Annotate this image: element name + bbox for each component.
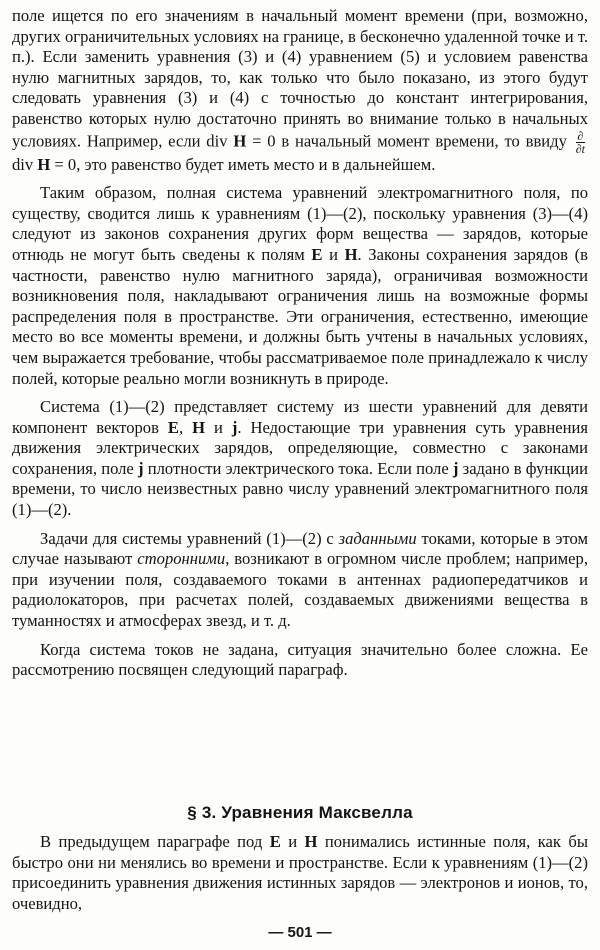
page-number: — 501 —	[268, 924, 332, 941]
vector-j: j	[138, 458, 144, 478]
vector-H: H	[344, 244, 358, 264]
paragraph-2: Таким образом, полная система уравнений электромагнитного поля, по существу, сводится лишь к уравнениям (1)—(2), поскольку уравнения (3)—(4) следуют из законов сохранения других форм вещества — зарядов, которые отнюдь не могут быть сведены к полям E и H. Законы сохранения зарядов (в частности, равенство нулю магнитного заряда), ограничивая возможности возникновения поля, накладывают ограничения лишь на возможные формы распределения поля в пространстве. Эти ограничения, естественно, имеющие место во все моменты времени, и должны быть учтены в начальных условиях, чем выражается требование, чтобы рассматриваемое поле принадлежало к числу полей, которые реально могли возникнуть в природе.	[12, 183, 588, 388]
vector-H: H	[192, 417, 206, 437]
vector-H: H	[233, 130, 247, 150]
italic-term: заданными	[338, 528, 417, 548]
paragraph-3: Система (1)—(2) представляет систему из шести уравнений для девяти компонент векторов E, H и j. Недостающие три уравнения суть уравнения движения электрических зарядов, определяющие, совместно с законами сохранения, поле j плотности электрического тока. Если поле j задано в функции времени, то число неизвестных равно числу уравнений электромагнитного поля (1)—(2).	[12, 397, 589, 520]
paragraph-4: Задачи для системы уравнений (1)—(2) с заданными токами, которые в этом случае называют сторонними, возникают в огромном числе проблем; например, при изучении поля, создаваемого токами в антеннах радиопередатчиков и радиолокаторов, при расчетах полей, создаваемых движениями вещества в туманностях и атмосферах звезд, и т. д.	[12, 528, 588, 631]
paragraph-1: поле ищется по его значениям в начальный момент времени (при, возможно, других ограничительных условиях на границе, в бесконечно удаленной точке и т. п.). Если заменить уравнения (3) и (4) уравнением (5) и условием равенства нулю магнитных зарядов, то, как только что было показано, из этого будут следовать уравнения (3) и (4) с точностью до констант интегрирования, равенство которых нулю достаточно принять во внимание только в начальных условиях. Например, если div H = 0 в начальный момент времени, то ввиду $\frac{\partial}{\partial t}$ div H = 0, это равенство будет иметь место и в дальнейшем.	[12, 6, 588, 174]
vector-E: E	[269, 832, 281, 851]
partial-derivative-fraction: $\frac{\partial}{\partial t}$	[575, 128, 585, 156]
body-text	[12, 6, 588, 681]
section-body	[12, 832, 588, 922]
vector-E: E	[311, 244, 323, 264]
paragraph-5: Когда система токов не задана, ситуация значительно более сложна. Ее рассмотрению посвящен следующий параграф.	[12, 639, 588, 680]
section-heading: § 3. Уравнения Максвелла	[187, 803, 413, 822]
vector-H: H	[304, 832, 318, 851]
italic-term: сторонними	[137, 549, 226, 569]
vector-j: j	[452, 458, 459, 478]
vector-E: E	[167, 417, 179, 437]
vector-j: j	[231, 417, 238, 437]
paragraph-6: В предыдущем параграфе под E и H понимались истинные поля, как бы быстро они ни менялись во времени и пространстве. Если к уравнениям (1)—(2) присоединить уравнения движения истинных зарядов — электронов и ионов, то, очевидно,	[12, 832, 588, 913]
vector-H: H	[37, 154, 51, 174]
